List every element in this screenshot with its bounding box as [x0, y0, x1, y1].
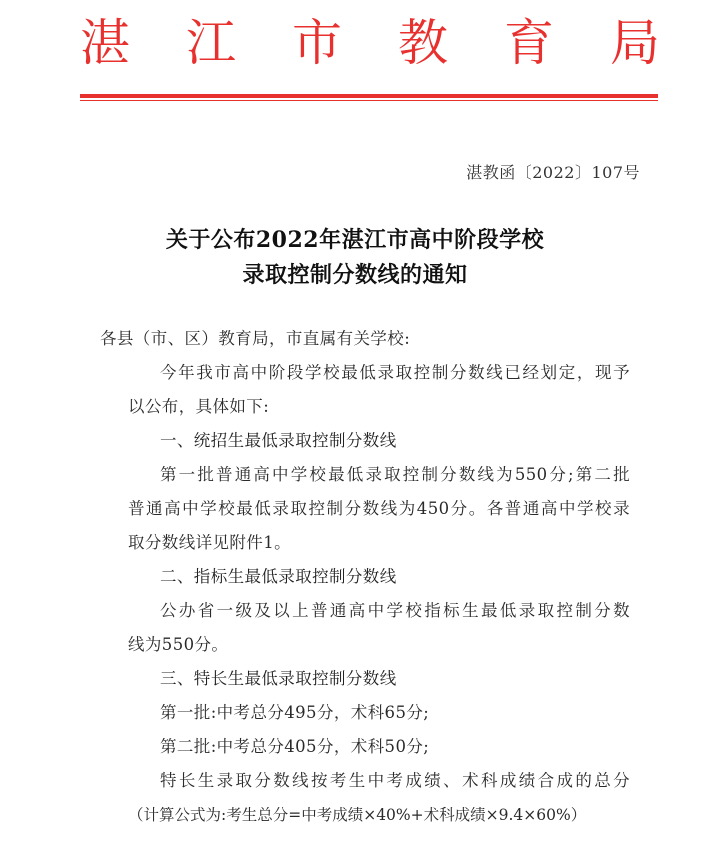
- letterhead-char: 湛: [80, 14, 130, 72]
- section-2-heading: 二、指标生最低录取控制分数线: [160, 567, 397, 586]
- section-3-line: 特长生录取分数线按考生中考成绩、术科成绩合成的总分: [160, 771, 630, 790]
- intro-line: 以公布，具体如下:: [128, 397, 270, 416]
- section-3-heading: 三、特长生最低录取控制分数线: [160, 669, 397, 688]
- letterhead: [80, 8, 660, 78]
- section-3-line: 第一批:中考总分495分，术科65分;: [160, 703, 430, 722]
- letterhead-char: 市: [292, 14, 342, 72]
- salutation: 各县（市、区）教育局，市直属有关学校:: [100, 329, 411, 348]
- document-title-line-2: 录取控制分数线的通知: [242, 262, 468, 288]
- section-2-line: 公办省一级及以上普通高中学校指标生最低录取控制分数: [160, 601, 630, 620]
- intro-line: 今年我市高中阶段学校最低录取控制分数线已经划定，现予: [160, 363, 630, 382]
- section-1-line: 取分数线详见附件1。: [128, 533, 291, 552]
- letterhead-char: 育: [504, 14, 554, 72]
- letterhead-char: 教: [398, 14, 448, 72]
- section-1-line: 普通高中学校最低录取控制分数线为450分。各普通高中学校录: [128, 499, 630, 518]
- letterhead-rule-thin: [80, 100, 658, 101]
- section-3-line: （计算公式为:考生总分=中考成绩×40%+术科成绩×9.4×60%）: [128, 806, 587, 824]
- document-title-line-1: 关于公布2022年湛江市高中阶段学校: [165, 227, 545, 253]
- letterhead-char: 局: [610, 14, 660, 72]
- letterhead-char: 江: [186, 14, 236, 72]
- section-1-heading: 一、统招生最低录取控制分数线: [160, 431, 397, 450]
- document-number: 湛教函〔2022〕107号: [466, 163, 640, 182]
- letterhead-rule-thick: [80, 94, 658, 98]
- section-1-line: 第一批普通高中学校最低录取控制分数线为550分;第二批: [160, 465, 630, 484]
- section-3-line: 第二批:中考总分405分，术科50分;: [160, 737, 430, 756]
- section-2-line: 线为550分。: [128, 635, 229, 654]
